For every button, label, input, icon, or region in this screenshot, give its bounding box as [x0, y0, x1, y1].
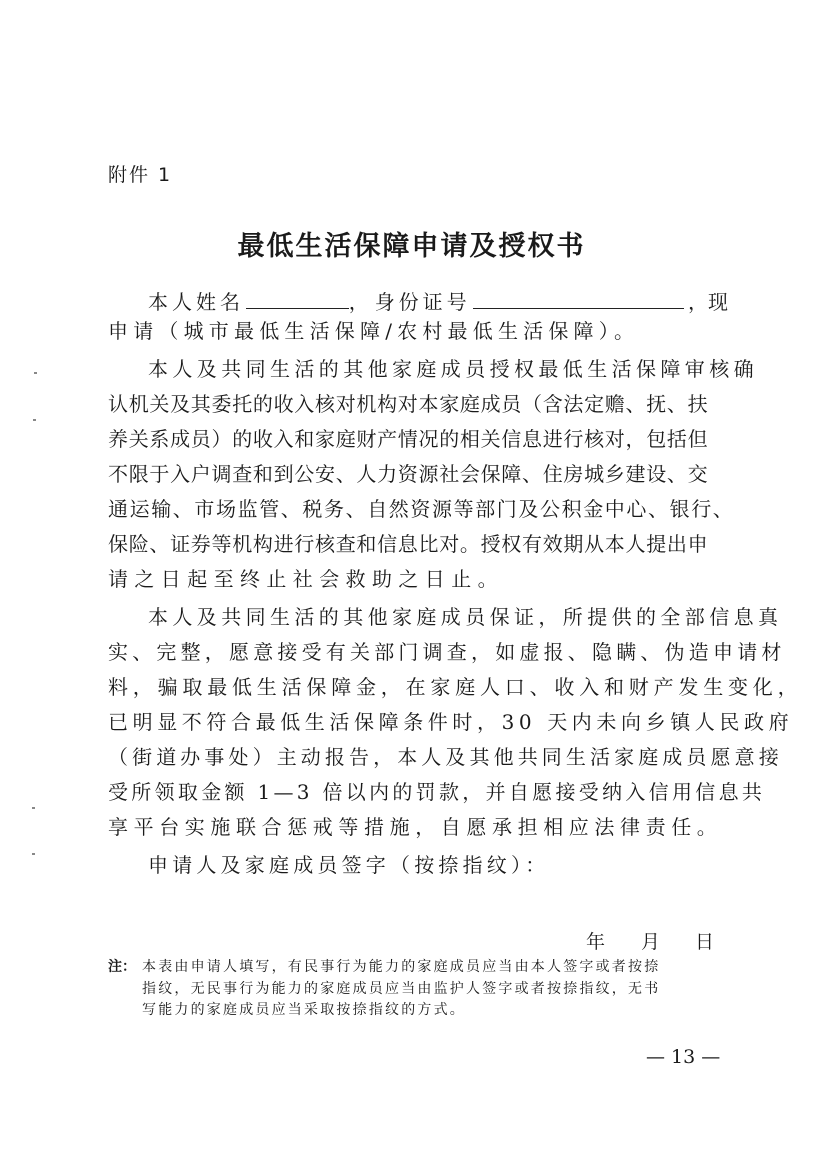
- note-line: 写能力的家庭成员应当采取按捺指纹的方式。: [142, 1002, 466, 1018]
- paragraph1-line: 请之日起至终止社会救助之日止。: [108, 567, 504, 591]
- paragraph1-line: [108, 529, 728, 559]
- paragraph1-line: [108, 424, 728, 454]
- date-year-label: 年: [586, 931, 606, 953]
- paragraph2-line: 享平台实施联合惩戒等措施，自愿承担相应法律责任。: [108, 815, 723, 839]
- scan-speck: [33, 419, 36, 421]
- id-label: 身份证号: [374, 290, 471, 314]
- scan-speck: [32, 807, 35, 809]
- id-number-field[interactable]: [473, 284, 684, 309]
- line-text: 实、完整，愿意接受有关部门调查，如虚报、隐瞒、伪造申请材: [108, 640, 786, 664]
- line-text: 本人及共同生活的其他家庭成员授权最低生活保障审核确: [148, 357, 758, 381]
- line-text: （街道办事处）主动报告，本人及其他共同生活家庭成员愿意接: [108, 745, 783, 769]
- note-line: 指纹，无民事行为能力的家庭成员应当由监护人签字或者按捺指纹，无书: [142, 981, 661, 997]
- paragraph1-line: [108, 459, 728, 489]
- line-text: 已明显不符合最低生活保障条件时，30 天内未向乡镇人民政府: [108, 710, 794, 734]
- intro-line-2: 申请（城市最低生活保障/农村最低生活保障）。: [108, 319, 640, 343]
- intro-now: 现: [708, 290, 728, 314]
- signature-label: 申请人及家庭成员签字（按捺指纹）：: [148, 853, 550, 877]
- line-text: 不限于入户调查和到公安、人力资源社会保障、住房城乡建设、交: [108, 462, 709, 486]
- name-field[interactable]: [246, 284, 349, 309]
- line-text: 本人及共同生活的其他家庭成员保证，所提供的全部信息真: [148, 605, 783, 629]
- line-text: 认机关及其委托的收入核对机构对本家庭成员（含法定赡、抚、扶: [108, 392, 709, 416]
- intro-line-1: [148, 284, 728, 314]
- date-month-label: 月: [641, 931, 661, 953]
- comma: ，: [348, 290, 369, 314]
- paragraph2-line: [108, 637, 786, 667]
- comma: ，: [688, 290, 708, 314]
- paragraph2-line: [108, 742, 783, 772]
- line-text: 养关系成员）的收入和家庭财产情况的相关信息进行核对，包括但: [108, 427, 709, 451]
- paragraph1-line: [108, 494, 735, 524]
- name-label: 本人姓名: [148, 290, 244, 314]
- note-label: 注：: [108, 959, 136, 975]
- paragraph1-line: [148, 354, 758, 384]
- scan-speck: [34, 372, 37, 374]
- line-text: 通运输、市场监管、税务、自然资源等部门及公积金中心、银行、: [108, 497, 735, 521]
- paragraph2-line: [108, 707, 794, 737]
- note-line: 本表由申请人填写，有民事行为能力的家庭成员应当由本人签字或者按捺: [142, 959, 661, 975]
- document-title: 最低生活保障申请及授权书: [237, 231, 586, 262]
- scan-speck: [32, 853, 35, 855]
- attachment-label: 附件 1: [108, 164, 173, 186]
- paragraph2-line: [108, 672, 803, 702]
- paragraph2-line: [148, 602, 783, 632]
- line-text: 保险、证券等机构进行核查和信息比对。授权有效期从本人提出申: [108, 532, 709, 556]
- page-number: — 13 —: [646, 1046, 721, 1068]
- paragraph2-line: [108, 777, 766, 807]
- line-text: 受所领取金额 1—3 倍以内的罚款，并自愿接受纳入信用信息共: [108, 780, 766, 804]
- date-day-label: 日: [695, 931, 715, 953]
- line-text: 料，骗取最低生活保障金，在家庭人口、收入和财产发生变化，: [108, 675, 803, 699]
- paragraph1-line: [108, 389, 728, 419]
